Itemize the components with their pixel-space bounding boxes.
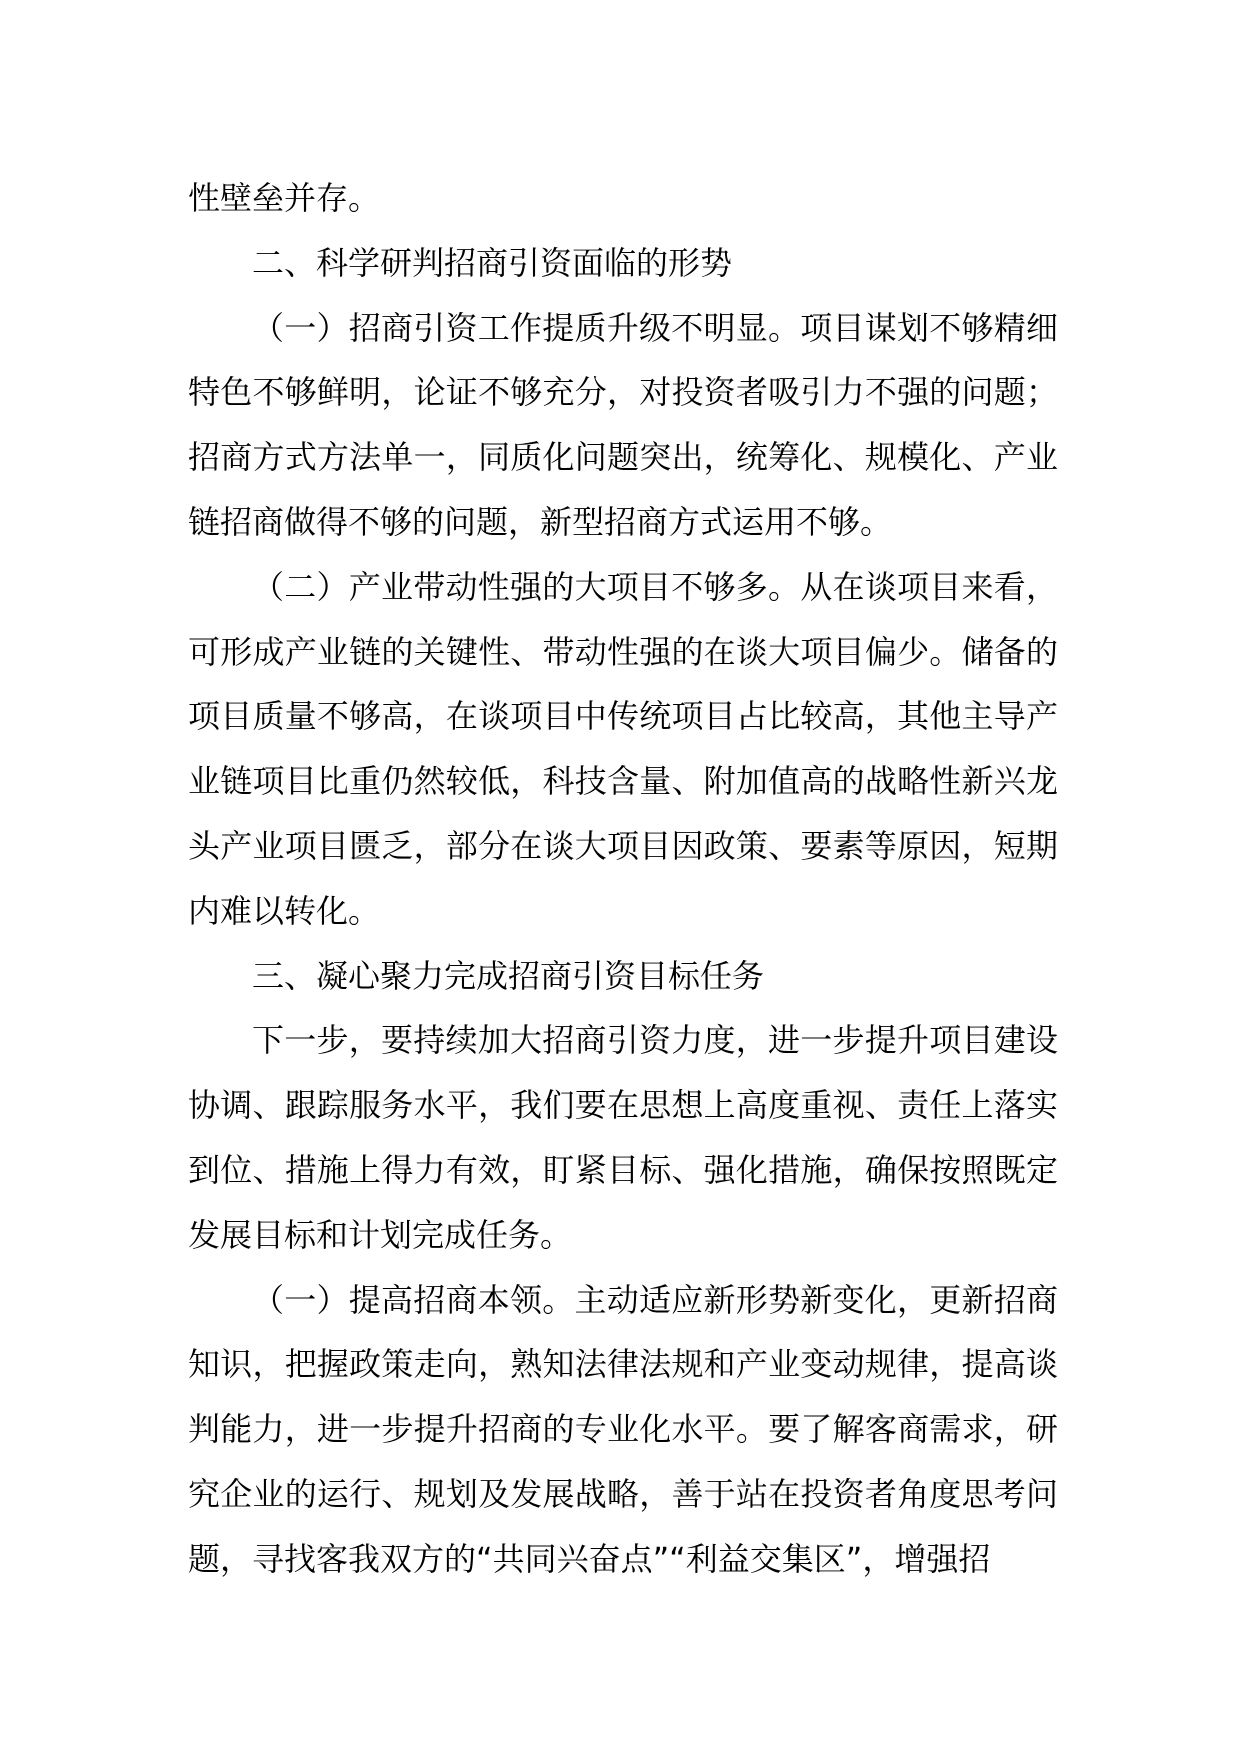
paragraph-3-intro: 下一步，要持续加大招商引资力度，进一步提升项目建设协调、跟踪服务水平，我们要在思想上高度重视、责任上落实到位、措施上得力有效，盯紧目标、强化措施，确保按照既定发展目标和计划完成任务。 [188,1021,1058,1254]
paragraph-3-1: （一）提高招商本领。主动适应新形势新变化，更新招商知识，把握政策走向，熟知法律法规和产业变动规律，提高谈判能力，进一步提升招商的专业化水平。要了解客商需求，研究企业的运行、规划及发展战略，善于站在投资者角度思考问题，寻找客我双方的“共同兴奋点”“利益交集区”，增强招 [188,1280,1058,1578]
paragraph-2-1: （一）招商引资工作提质升级不明显。项目谋划不够精细特色不够鲜明，论证不够充分，对投资者吸引力不强的问题；招商方式方法单一，同质化问题突出，统筹化、规模化、产业链招商做得不够的问题，新型招商方式运用不够。 [188,308,1058,541]
section-heading-3: 三、凝心聚力完成招商引资目标任务 [252,956,765,995]
paragraph-continuation: 性壁垒并存。 [188,179,381,217]
paragraph-2-2: （二）产业带动性强的大项目不够多。从在谈项目来看，可形成产业链的关键性、带动性强的在谈大项目偏少。储备的项目质量不够高，在谈项目中传统项目占比较高，其他主导产业链项目比重仍然较低，科技含量、附加值高的战略性新兴龙头产业项目匮乏，部分在谈大项目因政策、要素等原因，短期内难以转化。 [188,567,1058,930]
section-heading-2: 二、科学研判招商引资面临的形势 [252,243,733,282]
document-body [188,166,1058,1592]
